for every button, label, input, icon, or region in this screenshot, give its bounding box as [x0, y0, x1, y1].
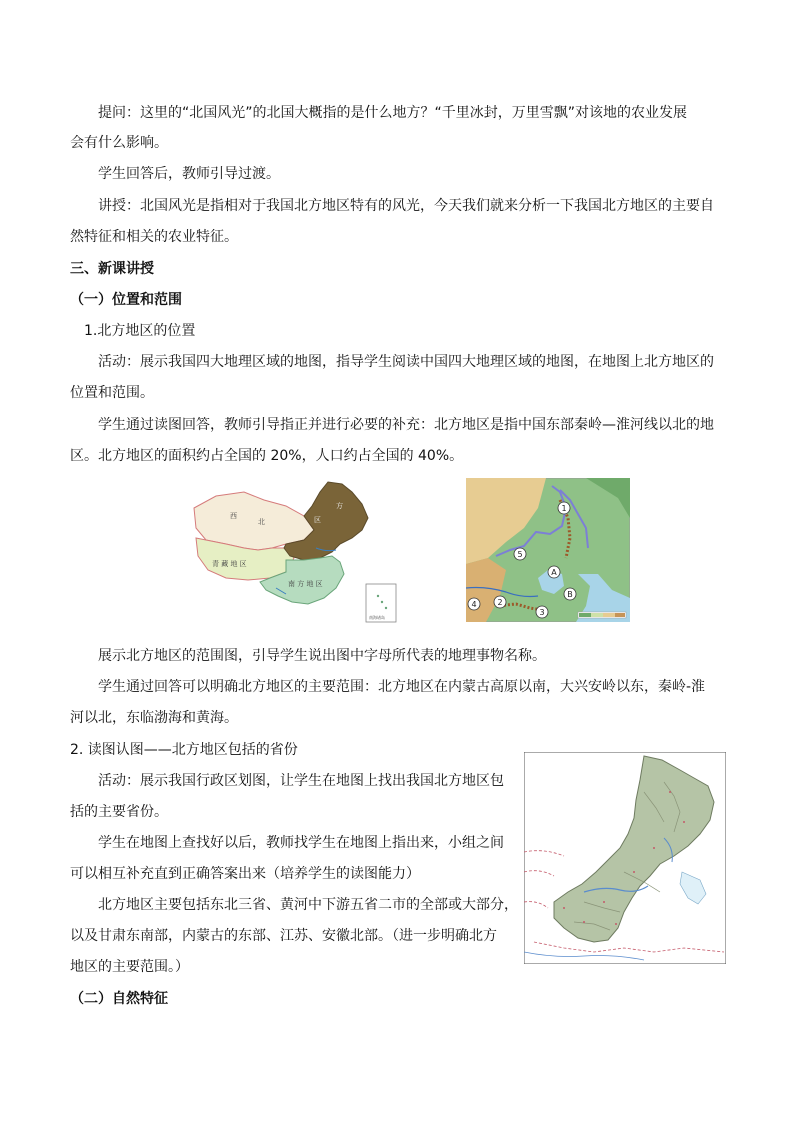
paragraph-find-line1: 学生在地图上查找好以后，教师找学生在地图上指出来，小组之间 — [98, 835, 504, 851]
paragraph-find-line2: 可以相互补充直到正确答案出来（培养学生的读图能力） — [70, 866, 420, 882]
map2-label-4: 4 — [471, 600, 477, 609]
item-heading-location: 1.北方地区的位置 — [84, 323, 196, 339]
paragraph-activity2-line1: 活动：展示我国行政区划图，让学生在地图上找出我国北方地区包 — [98, 773, 504, 789]
subsection-heading-natural: （二）自然特征 — [70, 991, 168, 1007]
map1-label-qinghai-tibet: 青 藏 地 区 — [212, 560, 247, 568]
china-four-regions-map — [186, 478, 402, 624]
map1-label-northeast: 方 — [336, 502, 343, 510]
map2-label-5: 5 — [517, 550, 523, 559]
map1-label-south: 南 方 地 区 — [288, 580, 323, 588]
section-heading-new-lesson: 三、新课讲授 — [70, 261, 154, 277]
map1-label-inset: 南海诸岛 — [369, 615, 385, 620]
paragraph-range-line1: 学生通过回答可以明确北方地区的主要范围：北方地区在内蒙古高原以南，大兴安岭以东，秦岭-淮 — [98, 679, 706, 695]
map2-label-3: 3 — [539, 608, 545, 617]
paragraph-question-line2: 会有什么影响。 — [70, 135, 168, 151]
paragraph-range-line2: 河以北，东临渤海和黄海。 — [70, 710, 238, 726]
paragraph-activity1-line2: 位置和范围。 — [70, 385, 154, 401]
paragraph-supplement-line1: 学生通过读图回答，教师引导指正并进行必要的补充：北方地区是指中国东部秦岭—淮河线以北的地 — [98, 417, 714, 433]
paragraph-question-line1: 提问：这里的“北国风光”的北国大概指的是什么地方？“千里冰封，万里雪飘”对该地的农业发展 — [98, 105, 688, 121]
northern-provinces-map — [524, 752, 726, 964]
map2-label-1: 1 — [561, 504, 567, 513]
paragraph-provinces-line2: 以及甘肃东南部，内蒙古的东部、江苏、安徽北部。（进一步明确北方 — [70, 928, 497, 944]
paragraph-lecture-line2: 然特征和相关的农业特征。 — [70, 229, 238, 245]
paragraph-provinces-line1: 北方地区主要包括东北三省、黄河中下游五省二市的全部或大部分， — [98, 897, 518, 913]
paragraph-supplement-line2: 区。北方地区的面积约占全国的 20%，人口约占全国的 40%。 — [70, 448, 464, 464]
paragraph-activity1-line1: 活动：展示我国四大地理区域的地图，指导学生阅读中国四大地理区域的地图，在地图上北方地区的 — [98, 354, 714, 370]
paragraph-activity2-line2: 括的主要省份。 — [70, 804, 168, 820]
paragraph-show-range-map: 展示北方地区的范围图，引导学生说出图中字母所代表的地理事物名称。 — [98, 648, 546, 664]
map1-label-west: 西 — [230, 512, 237, 520]
paragraph-provinces-line3: 地区的主要范围。） — [70, 959, 189, 975]
map2-label-2: 2 — [497, 598, 503, 607]
paragraph-lecture-line1: 讲授：北国风光是指相对于我国北方地区特有的风光，今天我们就来分析一下我国北方地区的主要自 — [98, 198, 714, 214]
paragraph-student-answer: 学生回答后，教师引导过渡。 — [98, 166, 280, 182]
map2-label-B: B — [567, 590, 573, 599]
subsection-heading-location: （一）位置和范围 — [70, 292, 182, 308]
item-heading-provinces: 2. 读图认图——北方地区包括的省份 — [70, 742, 298, 758]
map2-label-A: A — [551, 568, 557, 577]
map1-label-north1: 北 — [258, 518, 265, 526]
map1-label-north2: 区 — [314, 516, 321, 524]
northern-region-terrain-map — [466, 478, 630, 622]
